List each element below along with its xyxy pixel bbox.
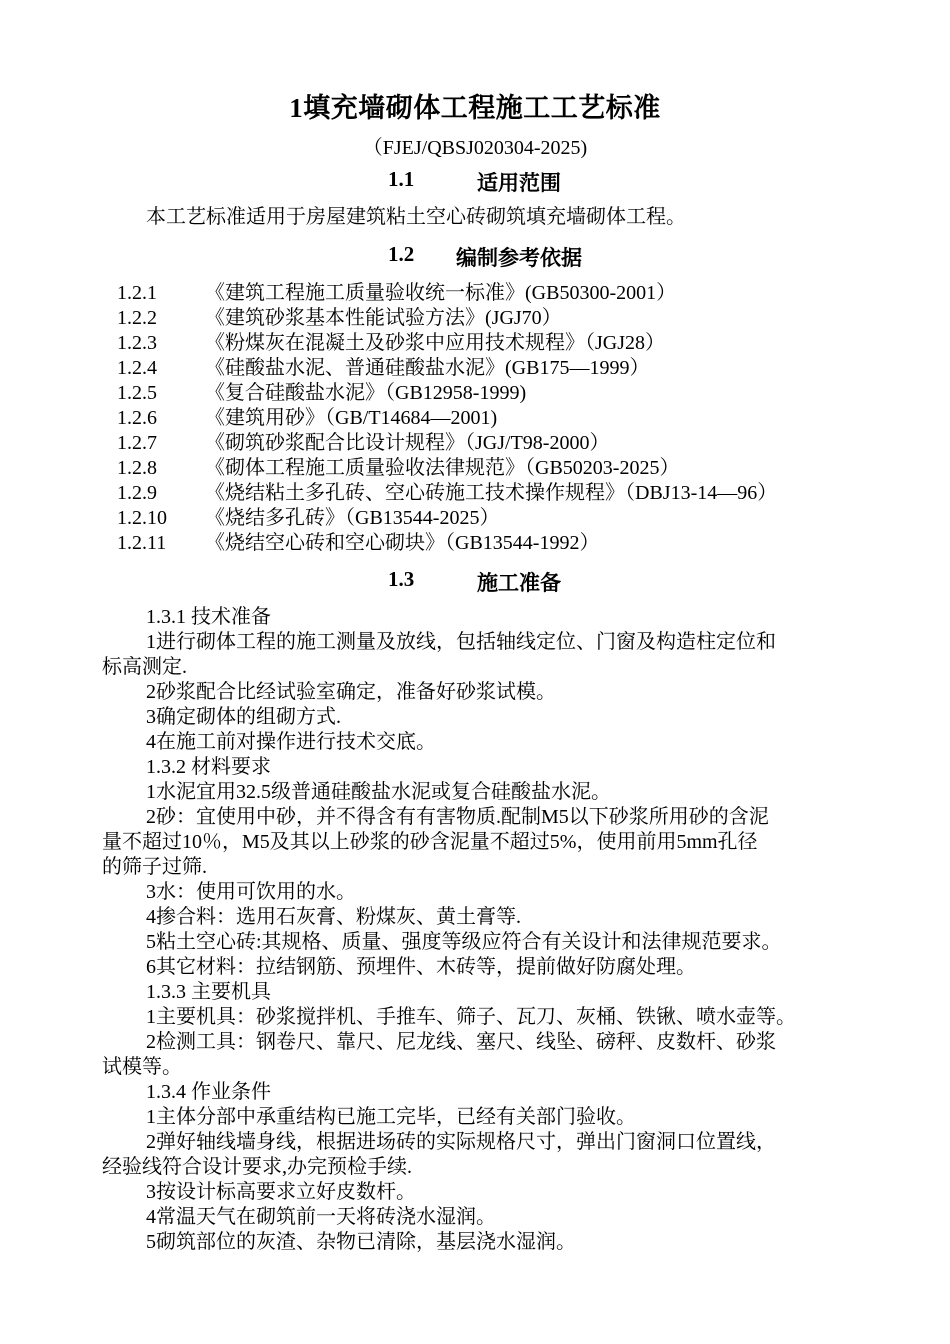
- reference-title: 《建筑用砂》（GB/T14684—2001): [205, 407, 498, 429]
- reference-title: 《建筑工程施工质量验收统一标准》(GB50300-2001）: [205, 282, 677, 304]
- subsection-heading: 1.3.3 主要机具: [146, 981, 271, 1003]
- paragraph-line: 量不超过10％，M5及其以上砂浆的砂含泥量不超过5%，使用前用5mm孔径: [102, 831, 758, 853]
- paragraph-line: 1主要机具：砂浆搅拌机、手推车、筛子、瓦刀、灰桶、铁锹、喷水壶等。: [146, 1006, 796, 1028]
- paragraph-line: 3水：使用可饮用的水。: [146, 881, 356, 903]
- paragraph-line: 4在施工前对操作进行技术交底。: [146, 731, 436, 753]
- section-title: 施工准备: [477, 571, 561, 595]
- section-title: 适用范围: [477, 171, 561, 195]
- reference-title: 《烧结空心砖和空心砌块》（GB13544-1992）: [205, 532, 600, 554]
- reference-number: 1.2.8: [117, 457, 157, 479]
- reference-number: 1.2.10: [117, 507, 167, 529]
- paragraph-line: 4常温天气在砌筑前一天将砖浇水湿润。: [146, 1206, 496, 1228]
- reference-title: 《硅酸盐水泥、普通硅酸盐水泥》(GB175—1999）: [205, 357, 650, 379]
- reference-number: 1.2.7: [117, 432, 157, 454]
- paragraph-line: 3确定砌体的组砌方式.: [146, 706, 341, 728]
- paragraph-line: 5砌筑部位的灰渣、杂物已清除，基层浇水湿润。: [146, 1231, 576, 1253]
- paragraph-line: 经验线符合设计要求,办完预检手续.: [102, 1156, 412, 1178]
- paragraph-line: 的筛子过筛.: [102, 856, 207, 878]
- reference-number: 1.2.11: [117, 532, 167, 554]
- paragraph-line: 2砂浆配合比经试验室确定，准备好砂浆试模。: [146, 681, 556, 703]
- section-title: 编制参考依据: [456, 246, 582, 270]
- reference-number: 1.2.2: [117, 307, 157, 329]
- reference-number: 1.2.3: [117, 332, 157, 354]
- reference-number: 1.2.4: [117, 357, 157, 379]
- subsection-heading: 1.3.4 作业条件: [146, 1081, 271, 1103]
- reference-title: 《烧结粘土多孔砖、空心砖施工技术操作规程》（DBJ13-14—96）: [205, 482, 778, 504]
- section-number: 1.2: [388, 242, 415, 266]
- paragraph-line: 1水泥宜用32.5级普通硅酸盐水泥或复合硅酸盐水泥。: [146, 781, 611, 803]
- reference-title: 《砌筑砂浆配合比设计规程》（JGJ/T98-2000）: [205, 432, 610, 454]
- paragraph-line: 5粘土空心砖:其规格、质量、强度等级应符合有关设计和法律规范要求。: [146, 931, 782, 953]
- document-title: 1填充墙砌体工程施工工艺标准: [289, 93, 661, 123]
- section-heading-1-3: [388, 567, 588, 595]
- reference-number: 1.2.6: [117, 407, 157, 429]
- subsection-heading: 1.3.1 技术准备: [146, 606, 271, 628]
- paragraph-line: 2弹好轴线墙身线，根据进场砖的实际规格尺寸，弹出门窗洞口位置线，: [146, 1131, 776, 1153]
- reference-number: 1.2.1: [117, 282, 157, 304]
- reference-title: 《烧结多孔砖》（GB13544-2025）: [205, 507, 500, 529]
- section-number: 1.3: [388, 567, 415, 591]
- reference-number: 1.2.9: [117, 482, 157, 504]
- reference-title: 《砌体工程施工质量验收法律规范》（GB50203-2025）: [205, 457, 680, 479]
- section-number: 1.1: [388, 167, 415, 191]
- section-heading-1-1: [388, 167, 588, 195]
- scope-paragraph: 本工艺标准适用于房屋建筑粘土空心砖砌筑填充墙砌体工程。: [146, 206, 686, 228]
- paragraph-line: 试模等。: [102, 1056, 182, 1078]
- paragraph-line: 6其它材料：拉结钢筋、预埋件、木砖等，提前做好防腐处理。: [146, 956, 696, 978]
- paragraph-line: 标高测定.: [102, 656, 187, 678]
- reference-number: 1.2.5: [117, 382, 157, 404]
- paragraph-line: 4掺合料：选用石灰膏、粉煤灰、黄土膏等.: [146, 906, 521, 928]
- paragraph-line: 2检测工具：钢卷尺、靠尺、尼龙线、塞尺、线坠、磅秤、皮数杆、砂浆: [146, 1031, 776, 1053]
- paragraph-line: 1进行砌体工程的施工测量及放线，包括轴线定位、门窗及构造柱定位和: [146, 631, 776, 653]
- reference-title: 《建筑砂浆基本性能试验方法》(JGJ70）: [205, 307, 562, 329]
- section-heading-1-2: [388, 242, 628, 270]
- paragraph-line: 2砂：宜使用中砂，并不得含有有害物质.配制M5以下砂浆所用砂的含泥: [146, 806, 769, 828]
- subsection-heading: 1.3.2 材料要求: [146, 756, 271, 778]
- paragraph-line: 1主体分部中承重结构已施工完毕，已经有关部门验收。: [146, 1106, 636, 1128]
- reference-title: 《粉煤灰在混凝土及砂浆中应用技术规程》（JGJ28）: [205, 332, 666, 354]
- standard-code: （FJEJ/QBSJ020304-2025): [362, 137, 588, 159]
- reference-title: 《复合硅酸盐水泥》（GB12958-1999): [205, 382, 527, 404]
- paragraph-line: 3按设计标高要求立好皮数杆。: [146, 1181, 416, 1203]
